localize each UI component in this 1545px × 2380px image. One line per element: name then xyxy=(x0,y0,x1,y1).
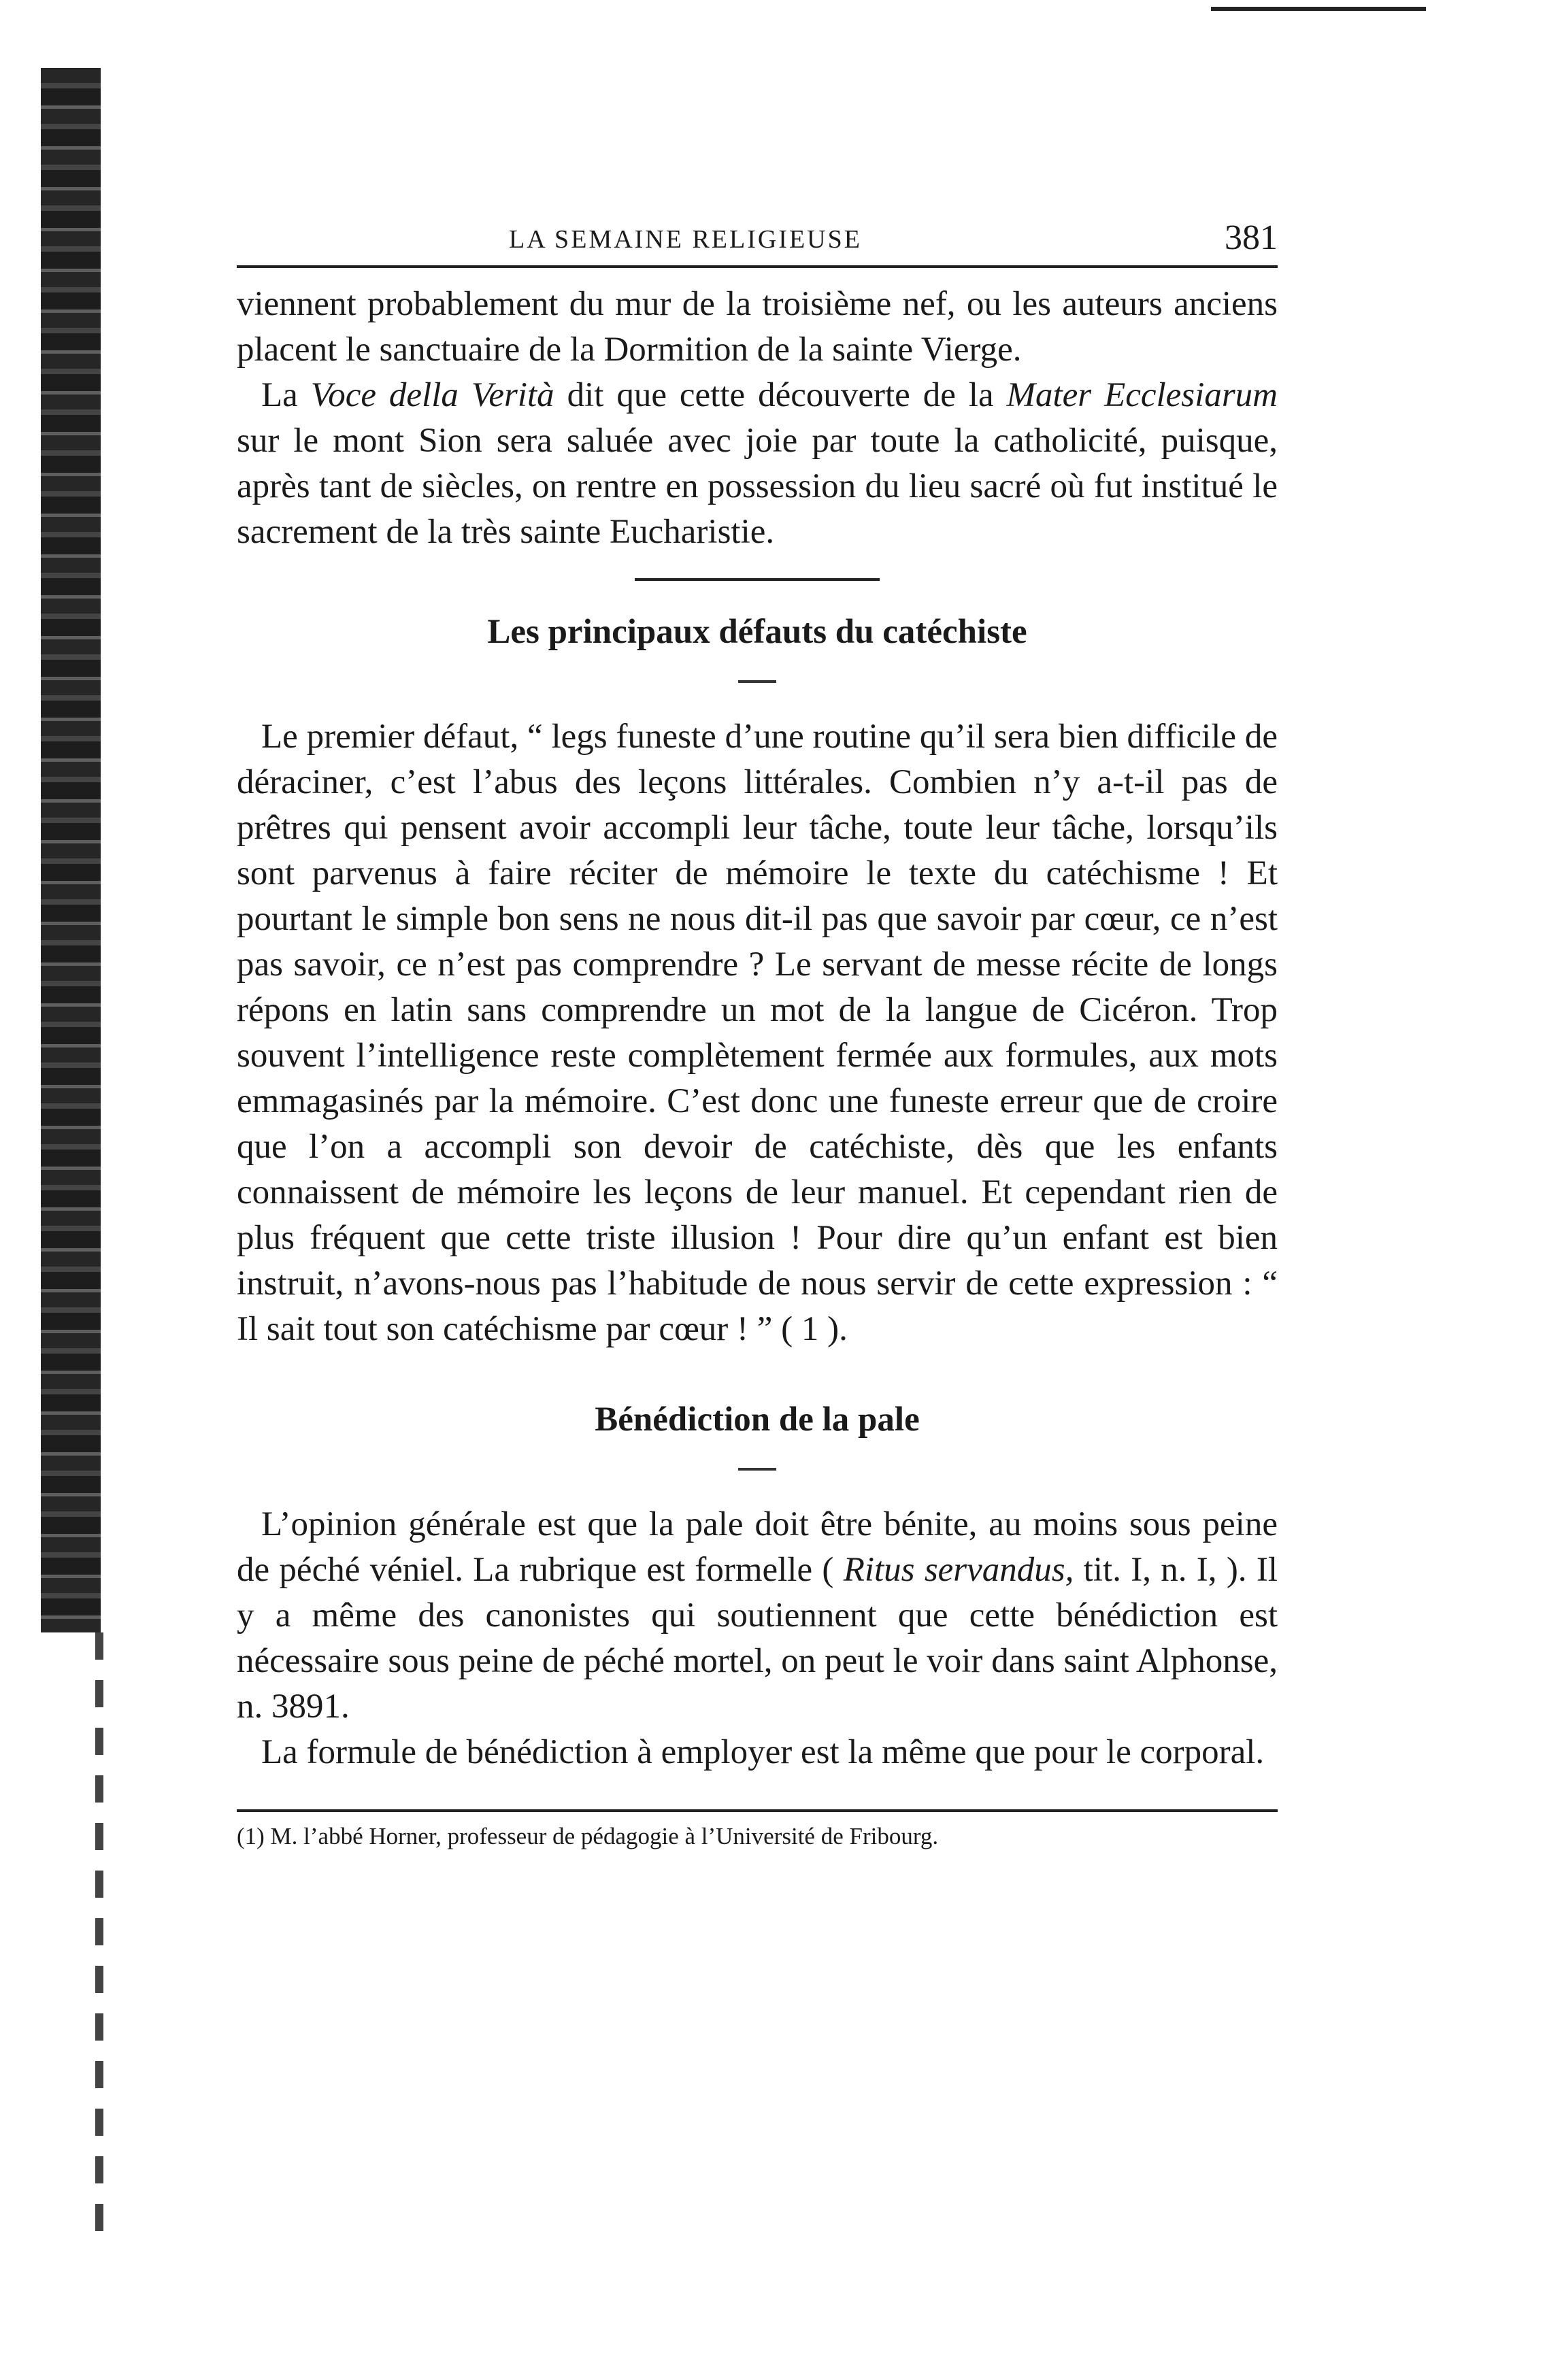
page-header xyxy=(237,204,1278,268)
page-number: 381 xyxy=(1225,218,1278,257)
intro-text-c: sur le mont Sion sera saluée avec joie par toute la catholicité, puisque, après tant de siècles, on rentre en possession du lieu sacré où fut institué le sacrement de la très sainte Eucharistie. xyxy=(237,422,1278,551)
page-body xyxy=(237,204,1278,1850)
intro-text-a: La xyxy=(261,376,311,414)
intro-paragraph-1: viennent probablement du mur de la troisième nef, ou les auteurs anciens placent le sanctuaire de la Dormition de la sainte Vierge. xyxy=(237,285,1278,369)
voce-della-verita: Voce della Verità xyxy=(310,376,554,414)
book-binding-edge xyxy=(41,68,101,1632)
pale-text-b: tit. I, n. I, ). Il y a même des canonistes qui soutiennent que cette bénédiction est nécessaire sous peine de péché mortel, on peut le voir dans saint Alphonse, n. 3891. xyxy=(237,1551,1278,1726)
book-binding-edge-lower xyxy=(95,1632,103,2245)
pale-text-a: L’opinion générale est que la pale doit être bénite, au moins sous peine de péché véniel. La rubrique est formelle ( xyxy=(237,1505,1278,1589)
pale-paragraph-2: La formule de bénédiction à employer est la même que pour le corporal. xyxy=(261,1733,1265,1771)
ritus-servandus: Ritus servandus, xyxy=(843,1551,1074,1589)
top-edge-line xyxy=(1211,7,1426,11)
pale-paragraph-1 xyxy=(237,1502,1278,1730)
section-title-pale: Bénédiction de la pale xyxy=(595,1401,920,1439)
mater-ecclesiarum: Mater Ecclesiarum xyxy=(1006,376,1278,414)
section-divider xyxy=(635,578,880,581)
running-title: LA SEMAINE RELIGIEUSE xyxy=(509,225,862,254)
intro-text-b: dit que cette découverte de la xyxy=(554,376,1007,414)
footnote-rule xyxy=(237,1809,1278,1812)
title-dash-2 xyxy=(738,1468,776,1471)
footnote: (1) M. l’abbé Horner, professeur de pédagogie à l’Université de Fribourg. xyxy=(237,1823,939,1849)
intro-paragraph-2 xyxy=(237,373,1278,555)
catechiste-paragraph: Le premier défaut, “ legs funeste d’une routine qu’il sera bien difficile de déraciner, c’est l’abus des leçons littérales. Combien n’y a-t-il pas de prêtres qui pensent avoir accompli leur tâche, toute leur tâche, lorsqu’ils sont parvenus à faire réciter de mémoire le texte du catéchisme ! Et pourtant le simple bon sens ne nous dit-il pas que savoir par cœur, ce n’est pas savoir, ce n’est pas comprendre ? Le servant de messe récite de longs répons en latin sans comprendre un mot de la langue de Cicéron. Trop souvent l’intelligence reste complètement fermée aux formules, aux mots emmagasinés par la mémoire. C’est donc une funeste erreur que de croire que l’on a accompli son devoir de catéchiste, dès que les enfants connaissent de mémoire les leçons de leur manuel. Et cependant rien de plus fréquent que cette triste illusion ! Pour dire qu’un enfant est bien instruit, n’avons-nous pas l’habitude de nous servir de cette expression : “ Il sait tout son catéchisme par cœur ! ” ( 1 ). xyxy=(237,718,1278,1348)
title-dash xyxy=(738,680,776,683)
section-title-catechiste: Les principaux défauts du catéchiste xyxy=(487,613,1027,651)
